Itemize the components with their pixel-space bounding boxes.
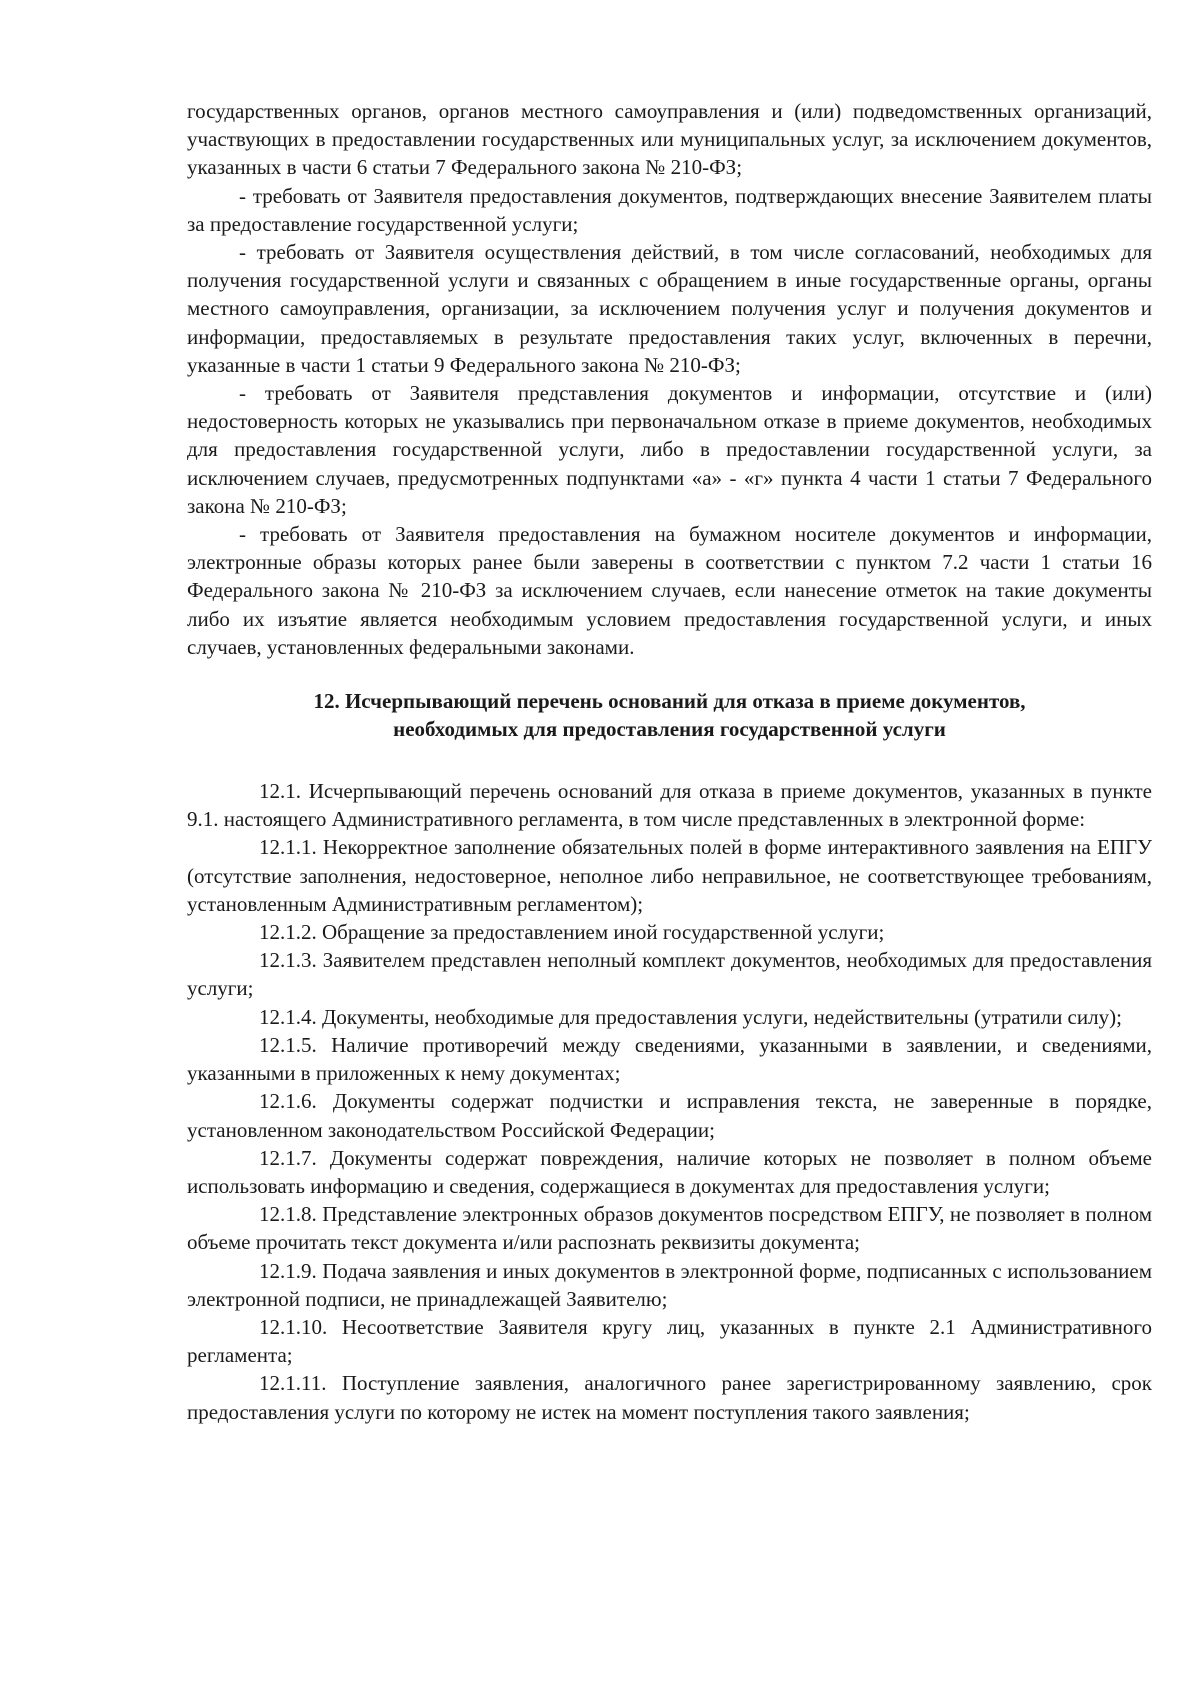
list-item-12-1-2: 12.1.2. Обращение за предоставлением иной государственной услуги; <box>259 920 885 945</box>
list-item-12-1-5: 12.1.5. Наличие противоречий между сведениями, указанными в заявлении, и сведениями, указанными в приложенных к нему документах; <box>187 1032 1152 1086</box>
list-item-12-1-8: 12.1.8. Представление электронных образов документов посредством ЕПГУ, не позволяет в полном объеме прочитать текст документа и/или распознать реквизиты документа; <box>187 1202 1152 1255</box>
section-12-heading-line2: необходимых для предоставления государственной услуги <box>393 717 946 742</box>
paragraph-continuation: государственных органов, органов местного самоуправления и (или) подведомственных организаций, участвующих в предоставлении государственных или муниципальных услуг, за исключением документов, указанных в части 6 статьи 7 Федерального закона № 210-ФЗ; <box>187 99 1152 180</box>
list-item-12-1-6: 12.1.6. Документы содержат подчистки и исправления текста, не заверенные в порядке, установленном законодательством Российской Федерации; <box>187 1089 1152 1142</box>
list-item-12-1-4: 12.1.4. Документы, необходимые для предоставления услуги, недействительны (утратили силу); <box>259 1004 1122 1029</box>
list-item-12-1-3: 12.1.3. Заявителем представлен неполный комплект документов, необходимых для предоставления услуги; <box>187 948 1152 1001</box>
paragraph-approvals: - требовать от Заявителя осуществления действий, в том числе согласований, необходимых для получения государственной услуги и связанных с обращением в иные государственные органы, органы местного самоуправления, организации, за исключением получения услуг и получения документов и информации, предоставляемых в результате предоставления таких услуг, включенных в перечни, указанные в части 1 статьи 9 Федерального закона № 210-ФЗ; <box>187 240 1152 377</box>
list-item-12-1-9: 12.1.9. Подача заявления и иных документов в электронной форме, подписанных с использованием электронной подписи, не принадлежащей Заявителю; <box>187 1258 1152 1311</box>
document-page <box>187 97 1152 1426</box>
section-12-heading <box>187 687 1152 743</box>
paragraph-12-1: 12.1. Исчерпывающий перечень оснований для отказа в приеме документов, указанных в пункте 9.1. настоящего Административного регламента, в том числе представленных в электронной форме: <box>187 779 1152 832</box>
list-item-12-1-10: 12.1.10. Несоответствие Заявителя кругу лиц, указанных в пункте 2.1 Административного регламента; <box>187 1314 1152 1368</box>
paragraph-missing-documents: - требовать от Заявителя представления документов и информации, отсутствие и (или) недостоверность которых не указывались при первоначальном отказе в приеме документов, необходимых для предоставления государственной услуги, либо в предоставлении государственной услуги, за исключением случаев, предусмотренных подпунктами «а» - «г» пункта 4 части 1 статьи 7 Федерального закона № 210-ФЗ; <box>187 381 1152 518</box>
list-item-12-1-7: 12.1.7. Документы содержат повреждения, наличие которых не позволяет в полном объеме использовать информацию и сведения, содержащиеся в документах для предоставления услуги; <box>187 1145 1152 1198</box>
paragraph-payment-proof: - требовать от Заявителя предоставления документов, подтверждающих внесение Заявителем платы за предоставление государственной услуги; <box>187 183 1152 236</box>
paragraph-paper-copies: - требовать от Заявителя предоставления на бумажном носителе документов и информации, электронные образы которых ранее были заверены в соответствии с пунктом 7.2 части 1 статьи 16 Федерального закона № 210-ФЗ за исключением случаев, если нанесение отметок на такие документы либо их изъятие является необходимым условием предоставления государственной услуги, и иных случаев, установленных федеральными законами. <box>187 522 1152 659</box>
list-item-12-1-11: 12.1.11. Поступление заявления, аналогичного ранее зарегистрированному заявлению, срок предоставления услуги по которому не истек на момент поступления такого заявления; <box>187 1371 1152 1424</box>
list-item-12-1-1: 12.1.1. Некорректное заполнение обязательных полей в форме интерактивного заявления на ЕПГУ (отсутствие заполнения, недостоверное, неполное либо неправильное, не соответствующее требованиям, установленным Административным регламентом); <box>187 835 1152 916</box>
section-12-heading-line1: 12. Исчерпывающий перечень оснований для отказа в приеме документов, <box>313 689 1026 714</box>
